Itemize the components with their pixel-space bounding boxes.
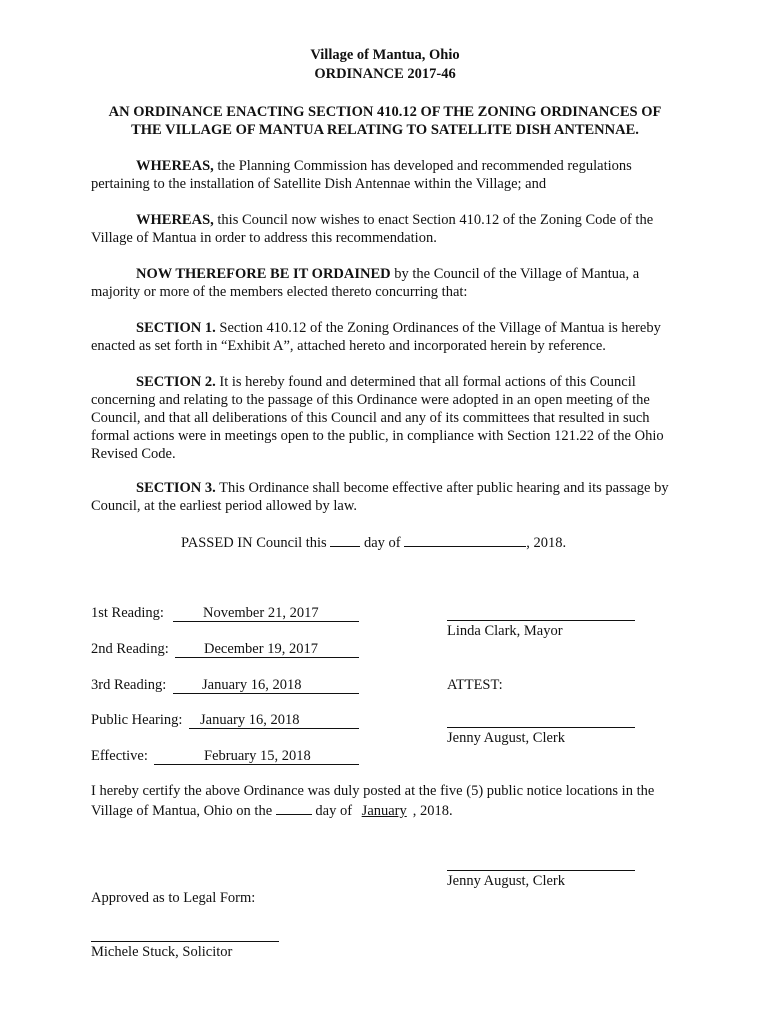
clerk-certify-name: Jenny August, Clerk xyxy=(447,873,566,889)
reading-value: January 16, 2018 xyxy=(200,712,300,728)
certify-line-1: I hereby certify the above Ordinance was duly posted at the five (5) public notice locations in the xyxy=(91,783,655,799)
certify-line-2 xyxy=(91,800,453,820)
passed-prefix: PASSED IN Council this xyxy=(181,535,327,551)
whereas-paragraph-2 xyxy=(91,211,681,247)
reading-value: December 19, 2017 xyxy=(204,641,318,657)
section-2-paragraph xyxy=(91,373,681,463)
reading-value-line xyxy=(173,604,359,622)
reading-value-line xyxy=(173,676,359,694)
passed-middle: day of xyxy=(363,535,401,551)
passed-suffix: , 2018. xyxy=(526,535,567,551)
reading-value: November 21, 2017 xyxy=(203,605,319,621)
reading-label: 3rd Reading: xyxy=(91,677,167,693)
attest-label: ATTEST: xyxy=(447,677,503,693)
certify-month: January xyxy=(361,803,407,819)
month-blank xyxy=(404,532,526,547)
section-3-text: This Ordinance shall become effective after public hearing and its passage by Council, at the earliest period allowed by law. xyxy=(91,480,669,514)
section-1-lead: SECTION 1. xyxy=(136,320,216,336)
whereas-lead: WHEREAS, xyxy=(136,158,214,174)
whereas-text: the Planning Commission has developed and recommended regulations pertaining to the installation of Satellite Dish Antennae within the Village; and xyxy=(91,158,632,192)
reading-label: 1st Reading: xyxy=(91,605,164,621)
village-heading: Village of Mantua, Ohio xyxy=(310,47,460,63)
reading-value-line xyxy=(154,747,359,765)
section-1-text: Section 410.12 of the Zoning Ordinances of the Village of Mantua is hereby enacted as set forth in “Exhibit A”, attached hereto and incorporated herein by reference. xyxy=(91,320,661,354)
reading-label: 2nd Reading: xyxy=(91,641,169,657)
certify-middle: day of xyxy=(315,803,353,819)
reading-value: January 16, 2018 xyxy=(202,677,302,693)
approved-legal-form-label: Approved as to Legal Form: xyxy=(91,890,256,906)
whereas-lead: WHEREAS, xyxy=(136,212,214,228)
section-3-lead: SECTION 3. xyxy=(136,480,216,496)
certify-prefix: Village of Mantua, Ohio on the xyxy=(91,803,273,819)
section-3-paragraph xyxy=(91,479,681,515)
reading-value-line xyxy=(175,640,359,658)
section-2-lead: SECTION 2. xyxy=(136,374,216,390)
section-1-paragraph xyxy=(91,319,681,355)
certify-suffix: , 2018. xyxy=(412,803,453,819)
whereas-paragraph-1 xyxy=(91,157,681,193)
reading-label: Effective: xyxy=(91,748,148,764)
clerk-name: Jenny August, Clerk xyxy=(447,730,566,746)
mayor-name: Linda Clark, Mayor xyxy=(447,623,563,639)
clerk-certify-signature-line xyxy=(447,870,635,871)
passed-line xyxy=(181,532,566,552)
mayor-signature-line xyxy=(447,620,635,621)
day-blank xyxy=(330,532,360,547)
certify-day-blank xyxy=(276,800,312,815)
ordinance-title-line1: AN ORDINANCE ENACTING SECTION 410.12 OF THE ZONING ORDINANCES OF xyxy=(108,104,662,120)
section-2-text: It is hereby found and determined that all formal actions of this Council concerning and relating to the passage of this Ordinance were adopted in an open meeting of the Council, and that all deliberations of this Council and any of its committees that resulted in such formal actions were in meetings open to the public, in compliance with Section 121.22 of the Ohio Revised Code. xyxy=(91,374,664,462)
ordinance-title-line2: THE VILLAGE OF MANTUA RELATING TO SATELLITE DISH ANTENNAE. xyxy=(131,122,639,138)
solicitor-signature-line xyxy=(91,941,279,942)
reading-label: Public Hearing: xyxy=(91,712,183,728)
clerk-signature-line xyxy=(447,727,635,728)
reading-value-line xyxy=(189,711,359,729)
ordinance-number: ORDINANCE 2017-46 xyxy=(314,66,456,82)
solicitor-name: Michele Stuck, Solicitor xyxy=(91,944,233,960)
ordained-lead: NOW THEREFORE BE IT ORDAINED xyxy=(136,266,391,282)
ordained-text: by the Council of the Village of Mantua, a majority or more of the members elected thereto concurring that: xyxy=(91,266,640,300)
ordained-paragraph xyxy=(91,265,681,301)
reading-value: February 15, 2018 xyxy=(204,748,311,764)
whereas-text: this Council now wishes to enact Section 410.12 of the Zoning Code of the Village of Mantua in order to address this recommendation. xyxy=(91,212,654,246)
